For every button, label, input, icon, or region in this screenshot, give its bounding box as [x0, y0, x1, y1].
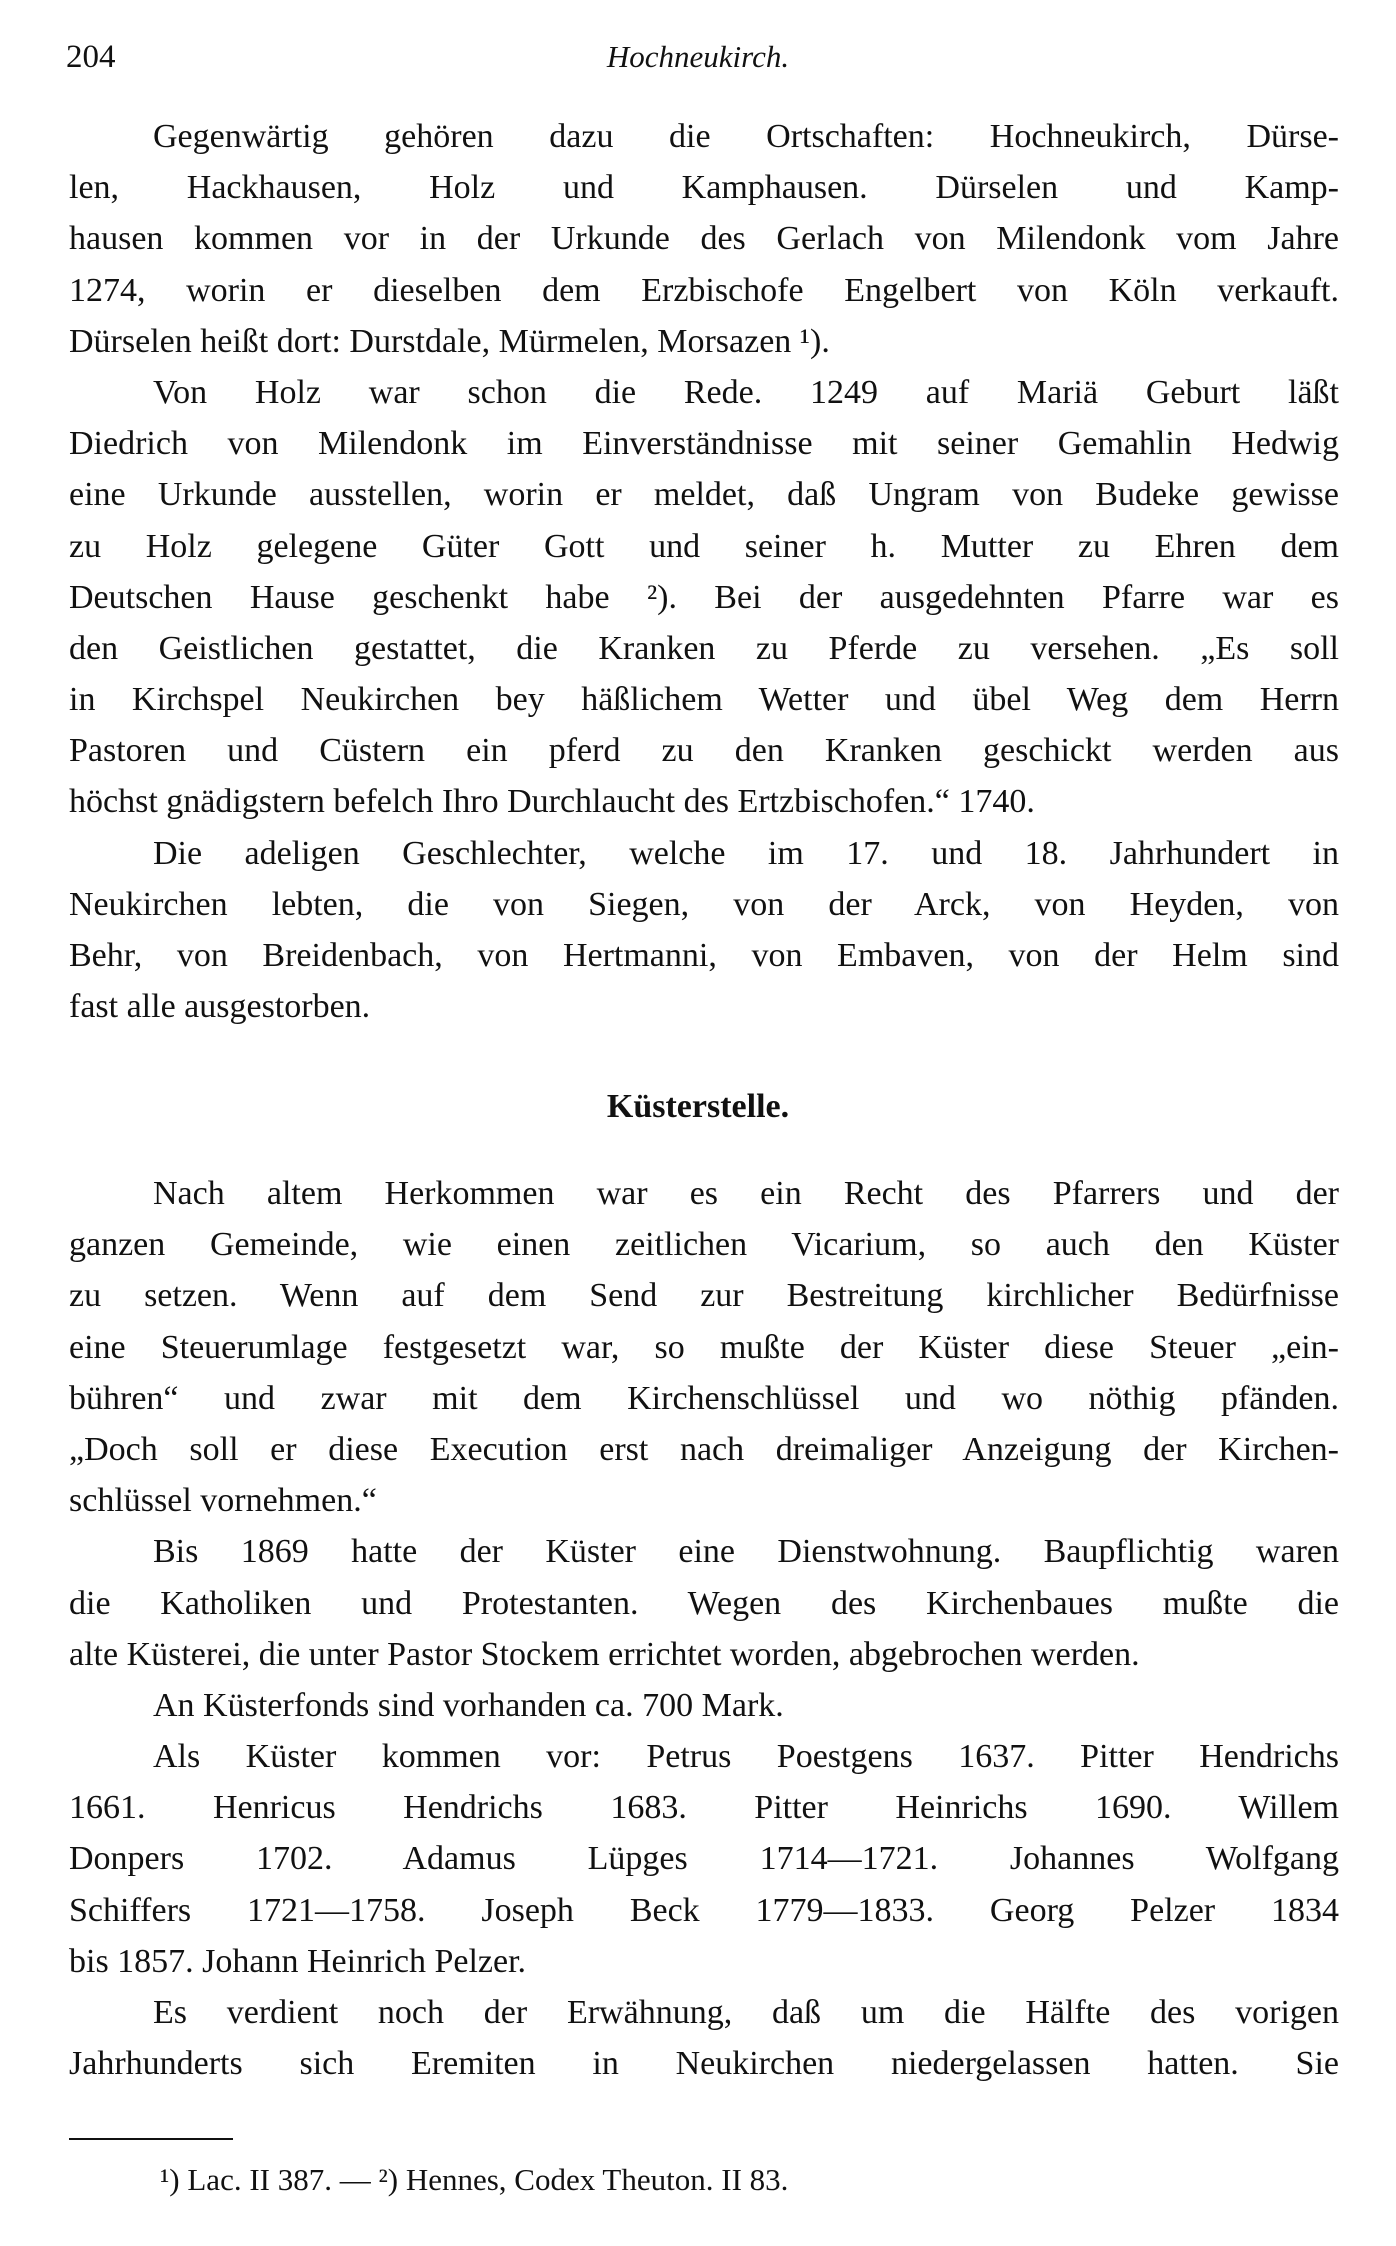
text-line: alte Küsterei, die unter Pastor Stockem errichtet worden, abgebrochen werden.: [69, 1635, 1140, 1673]
text-line: Diedrich von Milendonk im Einverständnisse mit seiner Gemahlin Hedwig: [69, 425, 1339, 463]
text-line: Es verdient noch der Erwähnung, daß um die Hälfte des vorigen: [153, 1994, 1339, 2031]
text-line: höchst gnädigstern befelch Ihro Durchlaucht des Ertzbischofen.“ 1740.: [69, 783, 1035, 821]
text-line: in Kirchspel Neukirchen bey häßlichem Wetter und übel Weg dem Herrn: [69, 681, 1339, 719]
text-line: Donpers 1702. Adamus Lüpges 1714—1721. Johannes Wolfgang: [69, 1840, 1339, 1878]
footnote-rule: [69, 2138, 233, 2140]
text-line: Schiffers 1721—1758. Joseph Beck 1779—1833. Georg Pelzer 1834: [69, 1891, 1339, 1929]
text-line: Nach altem Herkommen war es ein Recht des Pfarrers und der: [153, 1175, 1339, 1212]
text-line: 1274, worin er dieselben dem Erzbischofe Engelbert von Köln verkauft.: [69, 271, 1339, 309]
text-line: schlüssel vornehmen.“: [69, 1482, 377, 1520]
text-line: Von Holz war schon die Rede. 1249 auf Mariä Geburt läßt: [153, 373, 1339, 411]
text-line: Als Küster kommen vor: Petrus Poestgens 1637. Pitter Hendrichs: [153, 1738, 1339, 1776]
section-heading: Küsterstelle.: [606, 1088, 790, 1125]
text-line: Gegenwärtig gehören dazu die Ortschaften: Hochneukirch, Dürse-: [153, 118, 1339, 155]
text-line: die Katholiken und Protestanten. Wegen des Kirchenbaues mußte die: [69, 1584, 1339, 1622]
text-line: Bis 1869 hatte der Küster eine Dienstwohnung. Baupflichtig waren: [153, 1533, 1339, 1571]
text-line: Dürselen heißt dort: Durstdale, Mürmelen, Morsazen ¹).: [69, 322, 830, 360]
text-line: eine Steuerumlage festgesetzt war, so mußte der Küster diese Steuer „ein-: [69, 1328, 1339, 1366]
text-line: ganzen Gemeinde, wie einen zeitlichen Vicarium, so auch den Küster: [69, 1226, 1339, 1264]
text-line: Deutschen Hause geschenkt habe ²). Bei der ausgedehnten Pfarre war es: [69, 578, 1339, 616]
text-line: Neukirchen lebten, die von Siegen, von der Arck, von Heyden, von: [69, 885, 1339, 923]
text-line: bühren“ und zwar mit dem Kirchenschlüssel und wo nöthig pfänden.: [69, 1379, 1339, 1417]
text-line: bis 1857. Johann Heinrich Pelzer.: [69, 1942, 527, 1980]
text-block-b: [69, 1168, 1339, 2089]
text-line: Die adeligen Geschlechter, welche im 17. und 18. Jahrhundert in: [153, 834, 1339, 872]
text-line: Behr, von Breidenbach, von Hertmanni, von Embaven, von der Helm sind: [69, 937, 1339, 974]
text-line: Jahrhunderts sich Eremiten in Neukirchen niedergelassen hatten. Sie: [69, 2045, 1339, 2083]
running-title: Hochneukirch.: [606, 39, 790, 74]
page-number: 204: [66, 39, 116, 75]
text-line: fast alle ausgestorben.: [69, 988, 371, 1026]
text-line: zu Holz gelegene Güter Gott und seiner h. Mutter zu Ehren dem: [69, 527, 1339, 565]
text-line: eine Urkunde ausstellen, worin er meldet, daß Ungram von Budeke gewisse: [69, 476, 1339, 514]
text-line: hausen kommen vor in der Urkunde des Gerlach von Milendonk vom Jahre: [69, 220, 1339, 258]
text-line: Pastoren und Cüstern ein pferd zu den Kranken geschickt werden aus: [69, 732, 1339, 770]
text-block-a: [69, 111, 1339, 1032]
text-line: An Küsterfonds sind vorhanden ca. 700 Mark.: [153, 1686, 784, 1724]
text-line: den Geistlichen gestattet, die Kranken zu Pferde zu versehen. „Es soll: [69, 629, 1339, 667]
text-line: zu setzen. Wenn auf dem Send zur Bestreitung kirchlicher Bedürfnisse: [69, 1277, 1339, 1315]
footnote: ¹) Lac. II 387. — ²) Hennes, Codex Theuton. II 83.: [160, 2162, 789, 2197]
text-line: „Doch soll er diese Execution erst nach dreimaliger Anzeigung der Kirchen-: [69, 1430, 1339, 1468]
text-line: len, Hackhausen, Holz und Kamphausen. Dürselen und Kamp-: [69, 169, 1339, 207]
text-line: 1661. Henricus Hendrichs 1683. Pitter Heinrichs 1690. Willem: [69, 1789, 1339, 1827]
